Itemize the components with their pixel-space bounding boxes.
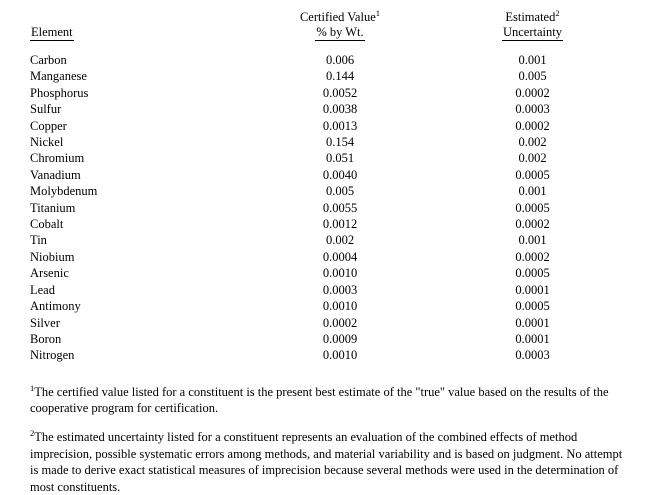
- cell-uncertainty: 0.001: [518, 53, 547, 67]
- cell-certified-value: 0.0040: [322, 167, 358, 182]
- table-row: [30, 315, 630, 331]
- column-header-certified-value: [245, 7, 435, 41]
- cell-element: Cobalt: [30, 217, 64, 232]
- cell-uncertainty: 0.0001: [515, 315, 550, 330]
- table-row: [30, 200, 630, 216]
- column-header-estimated-top: [502, 7, 563, 25]
- cell-element: Chromium: [30, 151, 85, 166]
- table-row: [30, 347, 630, 363]
- cell-certified-value: 0.0010: [322, 299, 358, 314]
- cell-element: Boron: [30, 331, 62, 346]
- cell-uncertainty: 0.0003: [515, 102, 550, 117]
- table-row: [30, 101, 630, 117]
- cell-certified-value: 0.0003: [322, 282, 358, 297]
- cell-certified-value: 0.006: [325, 53, 355, 67]
- cell-certified-value: 0.144: [325, 69, 355, 84]
- table-row: [30, 134, 630, 150]
- cell-uncertainty: 0.0005: [515, 167, 550, 182]
- column-header-certified-value-sub: % by Wt.: [316, 25, 364, 39]
- footnote-2-text: The estimated uncertainty listed for a constituent represents an evaluation of the combined effects of method imprecision, possible systematic errors among methods, and material variability and is based on judgment. No attempt is made to derive exact statistical measures of imprecision because several methods were used in the determination of most constituents.: [30, 430, 623, 494]
- cell-element: Antimony: [30, 299, 81, 314]
- cell-certified-value: 0.0002: [322, 315, 358, 330]
- estimated-text: Estimated: [505, 10, 556, 24]
- table-row: [30, 265, 630, 281]
- cell-element: Phosphorus: [30, 85, 89, 100]
- table-row: [30, 232, 630, 248]
- cell-element: Nickel: [30, 135, 64, 150]
- table-header: [30, 7, 630, 41]
- column-header-certified-value-top: [299, 7, 381, 25]
- cell-uncertainty: 0.0005: [515, 299, 550, 314]
- table-header-spacer: [30, 41, 630, 52]
- table-row: [30, 150, 630, 166]
- cell-uncertainty: 0.0005: [515, 200, 550, 215]
- cell-certified-value: 0.005: [325, 184, 355, 199]
- cell-certified-value: 0.002: [325, 233, 355, 248]
- column-header-estimated-uncertainty: [435, 7, 630, 41]
- certificate-page: [0, 7, 661, 494]
- column-header-estimated-sub: Uncertainty: [502, 25, 562, 39]
- cell-uncertainty: 0.0002: [515, 118, 550, 133]
- cell-element: Tin: [30, 233, 47, 248]
- cell-uncertainty: 0.001: [518, 233, 547, 248]
- cell-uncertainty: 0.0002: [515, 85, 550, 100]
- column-header-element-label: Element: [31, 25, 73, 39]
- table-row: [30, 167, 630, 183]
- table-row: [30, 282, 630, 298]
- cell-uncertainty: 0.002: [518, 135, 547, 150]
- cell-certified-value: 0.0012: [322, 217, 358, 232]
- table-body: [30, 41, 630, 364]
- cell-certified-value: 0.0004: [322, 249, 358, 264]
- cell-certified-value: 0.0052: [322, 85, 358, 100]
- cell-element: Nitrogen: [30, 348, 75, 363]
- cell-element: Vanadium: [30, 167, 81, 182]
- table-row: [30, 52, 630, 68]
- cell-uncertainty: 0.0002: [515, 249, 550, 264]
- cell-element: Copper: [30, 118, 67, 133]
- table-row: [30, 68, 630, 84]
- cell-uncertainty: 0.001: [518, 184, 547, 199]
- estimated-footnote-marker: 2: [555, 7, 560, 18]
- table-row: [30, 331, 630, 347]
- table-row: [30, 298, 630, 314]
- cell-element: Niobium: [30, 249, 75, 264]
- cell-element: Titanium: [30, 200, 76, 215]
- cell-uncertainty: 0.0001: [515, 282, 550, 297]
- footnote-1-marker: 1: [30, 382, 35, 393]
- cell-uncertainty: 0.005: [518, 69, 547, 84]
- cell-element: Molybdenum: [30, 184, 98, 199]
- cell-certified-value: 0.0009: [322, 331, 358, 346]
- footnote-2: [30, 429, 630, 495]
- cell-certified-value: 0.0010: [322, 348, 358, 363]
- footnote-1-text: The certified value listed for a constituent is the present best estimate of the "true" value based on the results of the cooperative program for certification.: [30, 384, 609, 416]
- cell-uncertainty: 0.002: [518, 151, 547, 166]
- table-row: [30, 249, 630, 265]
- certified-value-text: Certified Value: [299, 10, 376, 24]
- cell-uncertainty: 0.0003: [515, 348, 550, 363]
- cell-uncertainty: 0.0001: [515, 331, 550, 346]
- table-row: [30, 183, 630, 199]
- footnote-2-marker: 2: [30, 428, 35, 439]
- cell-uncertainty: 0.0005: [515, 266, 550, 281]
- cell-element: Lead: [30, 282, 55, 297]
- table-row: [30, 216, 630, 232]
- column-header-element: [30, 10, 245, 41]
- table-row: [30, 118, 630, 134]
- footnote-1: [30, 384, 630, 417]
- cell-uncertainty: 0.0002: [515, 217, 550, 232]
- cell-certified-value: 0.0055: [322, 200, 358, 215]
- certified-values-table: [30, 7, 630, 364]
- cell-element: Carbon: [30, 53, 67, 67]
- cell-element: Silver: [30, 315, 60, 330]
- cell-certified-value: 0.0010: [322, 266, 358, 281]
- footnotes-section: [30, 384, 630, 495]
- cell-certified-value: 0.0013: [322, 118, 358, 133]
- cell-element: Sulfur: [30, 102, 62, 117]
- cell-element: Arsenic: [30, 266, 69, 281]
- cell-element: Manganese: [30, 69, 87, 84]
- cell-certified-value: 0.0038: [322, 102, 358, 117]
- cell-certified-value: 0.154: [325, 135, 355, 150]
- table-row: [30, 85, 630, 101]
- cell-certified-value: 0.051: [325, 151, 355, 166]
- certified-value-footnote-marker: 1: [375, 7, 381, 18]
